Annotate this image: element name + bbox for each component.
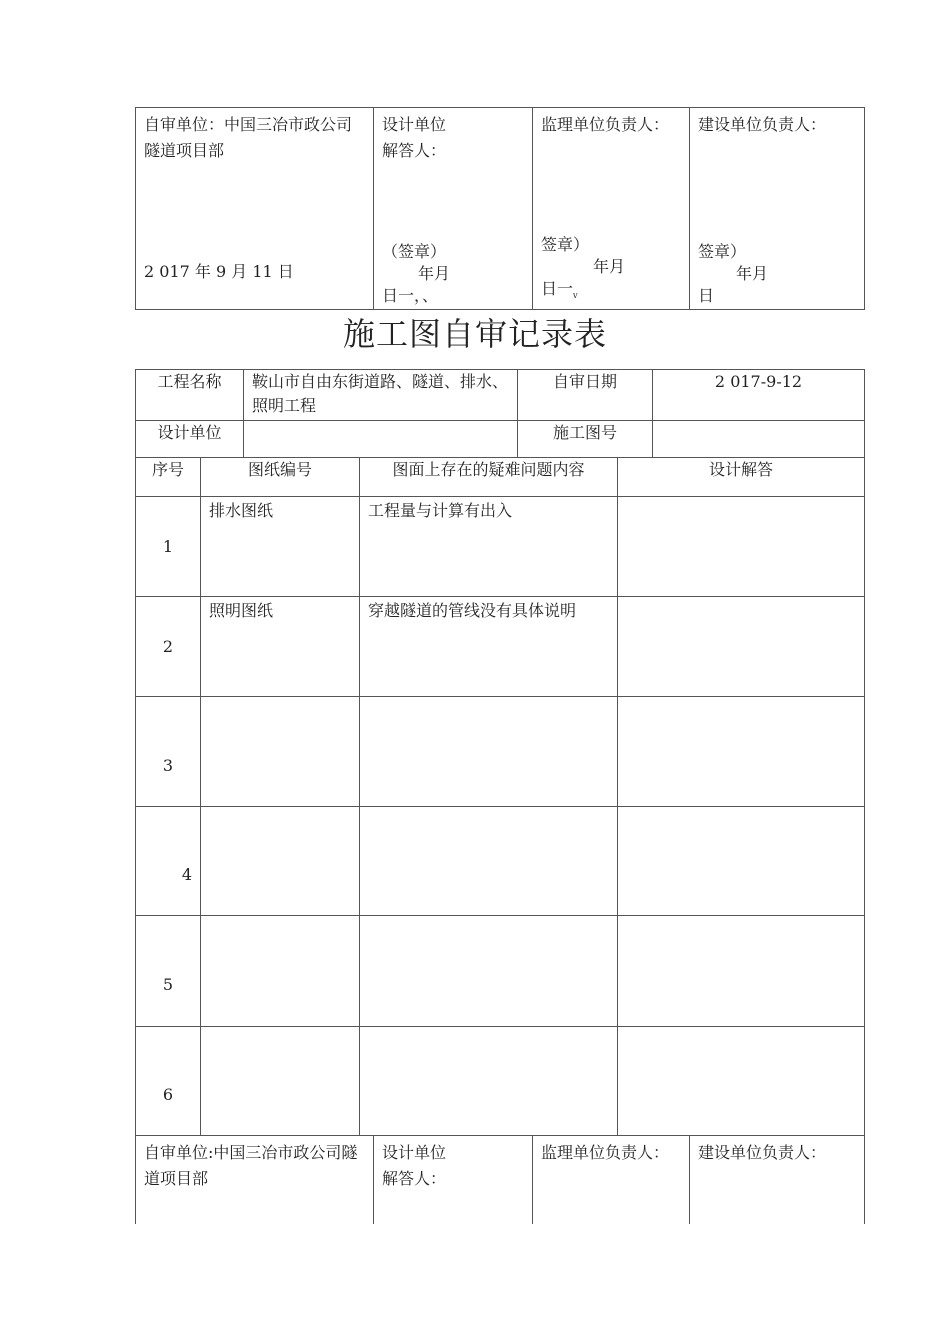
header-design-answer: 设计解答 [618,458,865,497]
self-review-date: 2 017 年 9 月 11 日 [144,262,294,281]
table-row [136,597,865,697]
row-issue: 工程量与计算有出入 [360,497,618,597]
table-row [136,916,865,1027]
supervision-unit-cell [533,108,690,310]
supervision-year-month: 年月 [593,256,626,276]
table-row [136,697,865,807]
design-year-month: 年月 [418,264,451,283]
design-unit-label: 设计单位 [382,115,447,134]
design-answerer-label: 解答人： [382,1169,447,1188]
self-review-unit-cell [136,108,374,310]
row-number: 2 [136,597,201,697]
construction-lead-label: 建设单位负责人： [698,1143,827,1162]
row-number: 4 [136,807,201,916]
design-unit-label: 设计单位 [136,421,244,458]
design-unit-cell [374,1136,533,1225]
row-number: 5 [136,916,201,1027]
row-number: 1 [136,497,201,597]
table-header-row [136,458,865,497]
design-unit-value [244,421,518,458]
construction-lead-label: 建设单位负责人： [698,115,827,134]
design-answerer-label: 解答人： [382,141,447,160]
row-number: 3 [136,697,201,807]
project-name-label: 工程名称 [136,370,244,421]
design-day: 日一，、 [382,286,439,305]
row-issue [360,807,618,916]
supervision-lead-label: 监理单位负责人： [541,1143,670,1162]
bottom-signature-table [135,1135,865,1224]
drawing-number-label: 施工图号 [518,421,653,458]
self-review-unit-cell [136,1136,374,1225]
row-drawing [201,807,360,916]
header-serial: 序号 [136,458,201,497]
header-issue-content: 图面上存在的疑难问题内容 [360,458,618,497]
table-row [136,1027,865,1136]
supervision-lead-label: 监理单位负责人： [541,115,670,134]
row-issue: 穿越隧道的管线没有具体说明 [360,597,618,697]
construction-unit-cell [690,1136,865,1225]
project-info-table [135,369,865,458]
supervision-unit-cell [533,1136,690,1225]
table-row [136,497,865,597]
row-issue [360,916,618,1027]
supervision-day: 日一 [541,278,574,298]
project-name-value: 鞍山市自由东街道路、隧道、排水、照明工程 [244,370,518,421]
row-answer [618,597,865,697]
row-answer [618,697,865,807]
construction-seal: 签章） [698,242,747,261]
row-issue [360,697,618,807]
self-review-unit-text: 自审单位：中国三冶市政公司隧道项目部 [144,115,353,160]
row-answer [618,916,865,1027]
row-answer [618,497,865,597]
row-drawing [201,697,360,807]
construction-unit-cell [690,108,865,310]
supervision-seal: 签章） [541,234,590,254]
self-review-date-label: 自审日期 [518,370,653,421]
row-answer [618,807,865,916]
row-drawing [201,1027,360,1136]
top-signature-table [135,107,865,310]
row-drawing [201,916,360,1027]
construction-day: 日 [698,286,715,305]
drawing-number-value [653,421,865,458]
self-review-unit-text: 自审单位:中国三冶市政公司隧道项目部 [144,1143,358,1188]
row-drawing: 排水图纸 [201,497,360,597]
design-unit-cell [374,108,533,310]
row-answer [618,1027,865,1136]
row-drawing: 照明图纸 [201,597,360,697]
row-number: 6 [136,1027,201,1136]
design-unit-label: 设计单位 [382,1143,447,1162]
header-drawing-number: 图纸编号 [201,458,360,497]
table-row [136,807,865,916]
supervision-day-mark: v [573,291,578,300]
page-title: 施工图自审记录表 [342,315,607,353]
review-record-table [135,457,865,1136]
construction-year-month: 年月 [736,264,769,283]
self-review-date-value: 2 017-9-12 [653,370,865,421]
design-seal: （签章） [382,242,447,261]
row-issue [360,1027,618,1136]
